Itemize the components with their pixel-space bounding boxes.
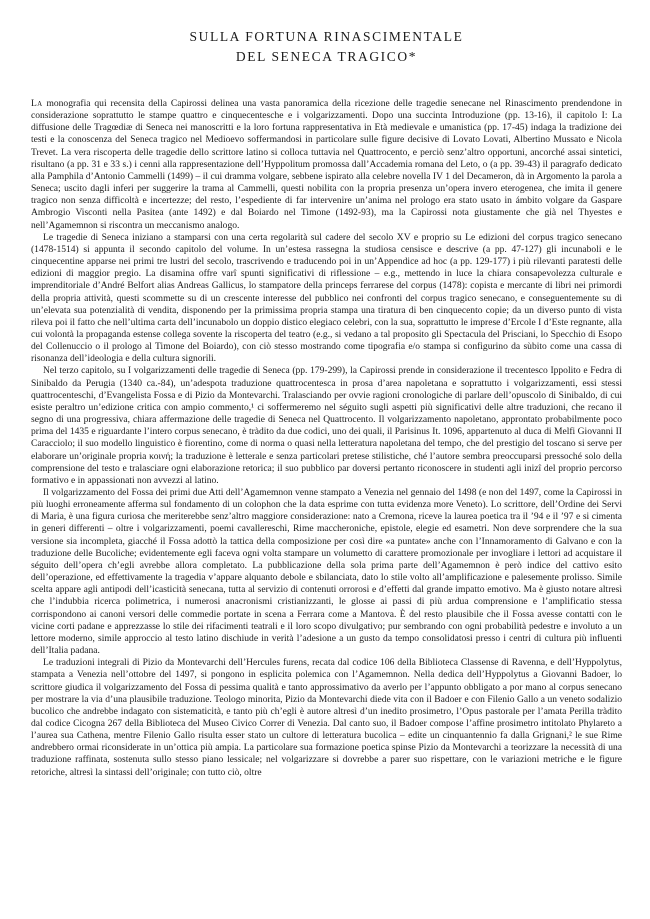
paragraph-1 [31, 98, 622, 232]
title-line-2: DEL SENECA TRAGICO* [235, 49, 418, 64]
article-title [31, 27, 622, 67]
paragraph-4: Il volgarizzamento del Fossa dei primi due Atti dell’Agamemnon venne stampato a Venezia nel gennaio del 1498 (e non del 1497, come la Capirossi in più luoghi erroneamente afferma sul fondamento di un colophon che la data esprime con tutta evidenza more Veneto). Lo scrittore, dell’Ordine dei Servi di Maria, è una figura curiosa che meriterebbe senz’altro maggiore considerazione: nato a Cremona, riceve la laurea poetica tra il ’94 e il ’97 e si cimenta in generi differenti – oltre i volgarizzamenti, poemi cavallereschi, Rime maccheroniche, epistole, elegie ed esametri. Non deve sorprendere che la sua versione sia incompleta, giacché il Fossa adottò la tattica della composizione per così dire «a puntate» anche con l’Innamoramento di Galvano e con la traduzione delle Bucoliche; evidentemente egli faceva ogni volta stampare un volumetto di carattere promozionale per invogliare i lettori ad acquistare il séguito dell’opera ch’egli avrebbe allora completato. La pubblicazione della sola prima parte dell’Agamemnon è però indice del cattivo esito dell’operazione, ed effettivamente la tragedia v’appare alquanto debole e sbilanciata, dato lo stile volto all’amplificazione e palesemente prolisso. Simile scelta appare agli antipodi dell’icasticità senecana, tutta al servizio di contenuti orrorosi e d’effetti dal grande impatto emotivo. Ma è giusto notare altresì che l’indubbia ricerca polimetrica, i numerosi anacronismi cristianizzanti, le glosse ai passi di più ardua comprensione e l’amplificatio stessa corrispondono ai canoni versori delle commedie portate in scena a Ferrara come a Mantova. È del resto plausibile che il Fossa avesse contatti con le vicine corti padane e apprezzasse lo stile dei rifacimenti teatrali e il loro scopo divulgativo; pur sembrando con ogni probabilità pedestre e involuto a un lettore moderno, simile approccio al testo latino dischiude in verità l’adesione a un gusto da tempo consolidatosi presso i centri di cultura più influenti dell’Italia padana. [31, 487, 622, 657]
article-body [31, 98, 622, 779]
paragraph-3: Nel terzo capitolo, su I volgarizzamenti delle tragedie di Seneca (pp. 179-299), la Capirossi prende in considerazione il trecentesco Ippolito e Fedra di Sinibaldo da Perugia (1340 ca.-84), un’adespota traduzione quattrocentesca in prosa d’area napoletana e soprattutto i volgarizzamenti, essi stessi quattrocenteschi, d’Evangelista Fossa e di Pizio da Montevarchi. Tralasciando per ovvie ragioni cronologiche di parlare dell’opuscolo di Sinibaldo, di cui esiste peraltro un’edizione critica con ampio commento,¹ ci soffermeremo nel séguito sugli aspetti più significativi delle altre traduzioni, che recano il segno di una progressiva, chiara affermazione delle tragedie di Seneca nel Quattrocento. Il volgarizzamento napoletano, approntato probabilmente poco prima del 1435 e riguardante l’intero corpus senecano, è tràdito da due codici, uno dei quali, il Parisinus It. 1096, appartenuto al duca di Melfi Giovanni II Caracciolo; il suo modello linguistico è fiorentino, come di norma o quasi nella letteratura napoletana del tempo, che del prestigio del toscano si serve per elaborare un’originale propria κοινή; la traduzione è letterale e senza particolari pretese stilistiche, ché l’autore sembra preoccuparsi pressoché solo della comprensione del testo e tralasciare ogni elaborazione retorica; il suo pubblico par doversi pertanto riconoscere in studenti agli inizî del proprio percorso formativo e in appassionati non avvezzi al latino. [31, 365, 622, 486]
paragraph-5: Le traduzioni integrali di Pizio da Montevarchi dell’Hercules furens, recata dal codice 106 della Biblioteca Classense di Ravenna, e dell’Hyppolytus, stampata a Venezia nell’ottobre del 1497, si pongono in esplicita polemica con l’Agamemnon. Nella dedica dell’Hyppolytus a Giovanni Badoer, lo scrittore giudica il volgarizzamento del Fossa di pessima qualità e tanto approssimativo da averlo per l’appunto obbligato a por mano al corpus senecano per mostrare la via d’una plausibile traduzione. Teologo minorita, Pizio da Montevarchi diede vita con il Badoer e con Filenio Gallo a un veneto sodalizio bucolico che andrebbe indagato con sistematicità, e tanto più ch’egli è autore altresì d’un inedito prosimetro, l’Opus pastorale per l’amata Perilla tràdito dal codice Cicogna 267 della Biblioteca del Museo Civico Correr di Venezia. Dal canto suo, il Badoer compose l’affine prosimetro intitolato Phylareto a l’aurea sua Cathena, mentre Filenio Gallo risulta esser stato un cultore di letteratura bucolica – edite un cinquantennio fa dalla Grignani,² le sue Rime andrebbero ormai riconsiderate in un’ottica più ampia. La particolare sua formazione poetica spinse Pizio da Montevarchi a teorizzare la necessità di una traduzione raffinata, sostenuta sullo stesso piano lessicale; nel volgarizzare si dovrebbe a parer suo rispettare, con le variazioni metriche e le figure retoriche, altresì la sintassi dell’originale; con tutto ciò, oltre [31, 657, 622, 778]
dropcap-word: La [31, 98, 43, 109]
paragraph-text: monografia qui recensita della Capirossi delinea una vasta panoramica della ricezione delle tragedie senecane nel Rinascimento prendendone in considerazione soprattutto le stampe quattro e cinquecentesche e i volgarizzamenti. Dopo una succinta Introduzione (pp. 13-16), il capitolo I: La diffusione delle Tragœdiæ di Seneca nei manoscritti e la loro fortuna rappresentativa in Età medievale e umanistica (pp. 17-45) indaga la tradizione dei testi e la conoscenza del Seneca tragico nel Medioevo soffermandosi in particolare sulle figure decisive di Lovato Lovati, Albertino Mussato e Nicola Trevet. La vera riscoperta delle tragedie dello scrittore latino si colloca tuttavia nel Quattrocento, e perciò senz’altro opportuni, ancorché assai sintetici, risultano (a pp. 31 e 33 s.) i cenni alla rappresentazione dell’Hyppolitum promossa dall’Accademia romana del Leto, o (a pp. 39-43) il paragrafo dedicato alla Pamphila d’Antonio Cammelli (1499) – il cui dramma volgare, sebbene ispirato alla celebre novella IV 1 del Decameron, dà in Argomento la parola a Seneca; uscito dagli inferi per suggerire la trama al Cammelli, questi nobilita con la propria presenza un’opera invero eterogenea, che imita il genere tragico non senza difficoltà e incertezze; del resto, l’espediente di far intervenire un’anima nel prologo era stato usato in ámbito volgare da Gaspare Ambrogio Visconti nella Pasitea (ante 1492) e dal Boiardo nel Timone (1492-93), ma la Capirossi nota giustamente che già nel Thyestes e nell’Agamemnon si riscontra un meccanismo analogo. [31, 98, 622, 231]
paragraph-2: Le tragedie di Seneca iniziano a stamparsi con una certa regolarità sul cadere del secolo XV e proprio su Le edizioni del corpus tragico senecano (1478-1514) si appunta il secondo capitolo del volume. In un’estesa rassegna la studiosa censisce e descrive (a pp. 47-127) gli incunaboli e le cinquecentine apparse nei primi tre lustri del secolo, trascrivendo e traducendo poi in un’Appendice ad hoc (a pp. 129-177) i più rilevanti paratesti delle edizioni di maggior pregio. La disamina offre varî spunti significativi di riflessione – e.g., mettendo in luce la chiara consapevolezza culturale e imprenditoriale d’André Belfort alias Andreas Gallicus, lo stampatore della princeps ferrarese del corpus (1478): copista e mercante di libri nei primordi della propria attività, questi scommette su di un crescente interesse del pubblico nei confronti del corpus tragico senecano, e conseguentemente su di un’elevata sua potenzialità di vendita, disponendo per la primissima propria stampa una tiratura di ben cinquecento copie; da un diverso punto di vista rileva poi il fatto che nell’ultima carta dell’incunabolo un doppio distico elegiaco celebri, con la sua, soprattutto le imprese d’Ercole I d’Este regnante, alla cui volontà la propaganda estense collega sovente la riscoperta del teatro (e.g., si vedano a tal proposito gli Spectacula del Prisciani, lo Specchio di Esopo del Collenuccio o il prologo al Timone del Boiardo), con ciò stesso mostrando come tipografia e/o stampa si configurino da sùbito come una cassa di risonanza dell’ideologia e della cultura signorili. [31, 231, 622, 365]
title-line-1: SULLA FORTUNA RINASCIMENTALE [189, 29, 464, 44]
